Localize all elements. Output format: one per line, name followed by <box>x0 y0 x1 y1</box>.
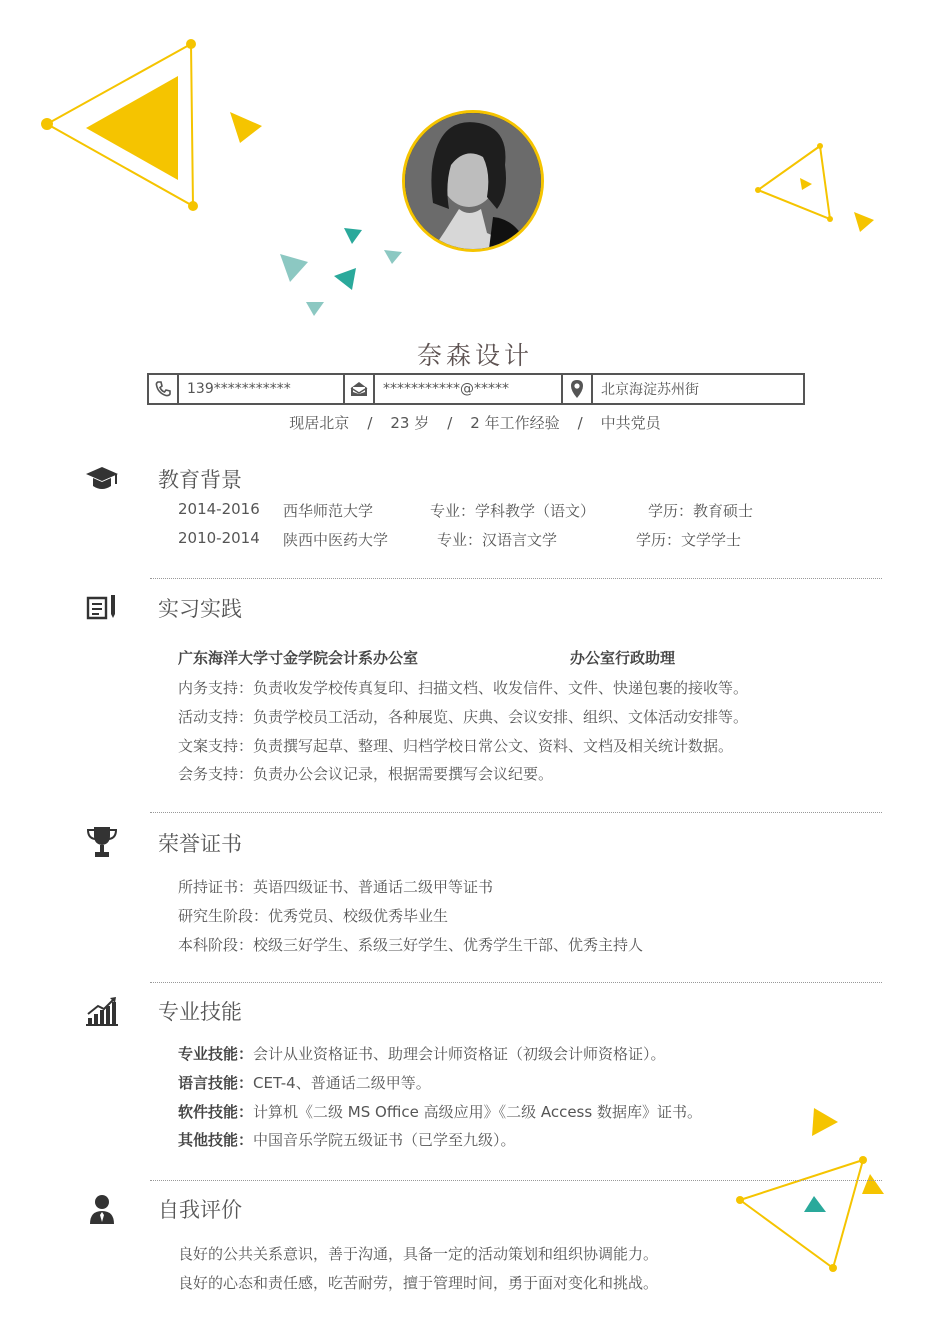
education-period: 2014-2016 <box>178 500 260 518</box>
phone-text: 139*********** <box>187 381 291 397</box>
trophy-icon <box>84 824 120 860</box>
bar-chart-growth-icon <box>84 994 120 1030</box>
skill-text: 计算机《二级 MS Office 高级应用》《二级 Access 数据库》证书。 <box>253 1103 702 1121</box>
experience-text: 2 年工作经验 <box>470 414 560 432</box>
section-title-education: 教育背景 <box>158 468 242 492</box>
education-degree: 学历：文学学士 <box>636 531 742 549</box>
honor-item: 研究生阶段：优秀党员、校级优秀毕业生 <box>178 907 449 925</box>
profile-photo <box>402 110 544 252</box>
internship-duty: 文案支持：负责撰写起草、整理、归档学校日常公文、资料、文档及相关统计数据。 <box>178 737 734 755</box>
basic-info-row <box>0 412 950 433</box>
internship-organization: 广东海洋大学寸金学院会计系办公室 <box>178 649 419 667</box>
person-icon <box>84 1192 120 1228</box>
section-title-skills: 专业技能 <box>158 1000 242 1024</box>
honor-item: 所持证书：英语四级证书、普通话二级甲等证书 <box>178 878 494 896</box>
skill-label: 软件技能： <box>178 1103 254 1121</box>
internship-position: 办公室行政助理 <box>570 649 676 667</box>
contact-bar <box>147 373 805 405</box>
skill-item <box>178 1043 666 1064</box>
education-degree: 学历：教育硕士 <box>648 502 754 520</box>
portrait-image <box>405 113 541 249</box>
skill-label: 语言技能： <box>178 1074 254 1092</box>
skill-text: 会计从业资格证书、助理会计师资格证（初级会计师资格证）。 <box>253 1045 666 1063</box>
education-major: 专业：学科教学（语文） <box>430 502 596 520</box>
section-divider <box>150 982 882 983</box>
residence-text: 现居北京 <box>289 414 350 432</box>
education-school: 陕西中医药大学 <box>283 531 389 549</box>
internship-duty: 内务支持：负责收发学校传真复印、扫描文档、收发信件、文件、快递包裹的接收等。 <box>178 679 749 697</box>
education-school: 西华师范大学 <box>283 502 374 520</box>
graduation-cap-icon <box>84 462 120 498</box>
education-period: 2010-2014 <box>178 529 260 547</box>
skill-item <box>178 1072 431 1093</box>
self-evaluation-item: 良好的心态和责任感，吃苦耐劳，擅于管理时间，勇于面对变化和挑战。 <box>178 1274 659 1292</box>
contact-address <box>563 375 803 403</box>
skill-label: 其他技能： <box>178 1131 254 1149</box>
section-divider <box>150 1180 882 1181</box>
honor-item: 本科阶段：校级三好学生、系级三好学生、优秀学生干部、优秀主持人 <box>178 936 644 954</box>
section-divider <box>150 578 882 579</box>
section-title-internship: 实习实践 <box>158 597 242 621</box>
contact-phone <box>149 375 343 403</box>
skill-text: 中国音乐学院五级证书（已学至九级）。 <box>253 1131 516 1149</box>
section-divider <box>150 812 882 813</box>
separator: / <box>367 414 373 432</box>
age-text: 23 岁 <box>390 414 430 432</box>
email-icon <box>345 375 375 403</box>
skill-item <box>178 1101 702 1122</box>
skill-text: CET-4、普通话二级甲等。 <box>253 1074 431 1092</box>
contact-email <box>345 375 561 403</box>
separator: / <box>447 414 453 432</box>
self-evaluation-item: 良好的公共关系意识，善于沟通，具备一定的活动策划和组织协调能力。 <box>178 1245 659 1263</box>
location-pin-icon <box>563 375 593 403</box>
skill-item <box>178 1129 516 1150</box>
email-text: ***********@***** <box>383 381 509 397</box>
candidate-name: 奈森设计 <box>416 341 533 370</box>
political-status-text: 中共党员 <box>600 414 661 432</box>
education-major: 专业：汉语言文学 <box>437 531 558 549</box>
internship-duty: 会务支持：负责办公会议记录，根据需要撰写会议纪要。 <box>178 765 554 783</box>
separator: / <box>577 414 583 432</box>
internship-duty: 活动支持：负责学校员工活动，各种展览、庆典、会议安排、组织、文体活动安排等。 <box>178 708 749 726</box>
section-title-self-evaluation: 自我评价 <box>158 1198 242 1222</box>
skill-label: 专业技能： <box>178 1045 254 1063</box>
document-pen-icon <box>84 590 120 626</box>
address-text: 北京海淀苏州街 <box>601 382 699 398</box>
phone-icon <box>149 375 179 403</box>
section-title-honors: 荣誉证书 <box>158 832 242 856</box>
